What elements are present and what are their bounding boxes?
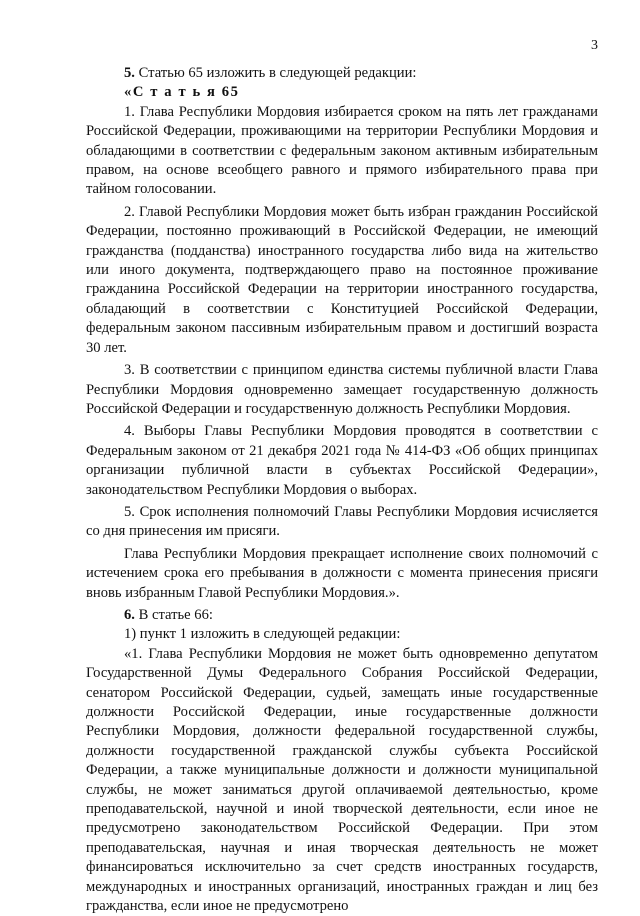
- article-65-title: «С т а т ь я 65: [124, 84, 240, 101]
- section-6-intro: В статье 66:: [134, 606, 213, 623]
- article-66-paragraph-1: «1. Глава Республики Мордовия не может быть одновременно депутатом Государственной Думы Федерального Собрания Российской Федерации, сенатором Российской Федерации, судьей, замещать иные государственные должности Российской Федерации, иные государственные должности Республики Мордовия, должности федеральной государственной службы, должности государственной гражданской службы субъекта Российской Федерации, а также муниципальные должности и должности муниципальной службы, не может заниматься другой оплачиваемой деятельностью, кроме преподавательской, научной и иной творческой деятельности, если иное не предусмотрено законодательством Российской Федерации. При этом преподавательская, научная и иная творческая деятельность не может финансироваться исключительно за счет средств иностранных государств, международных и иностранных организаций, иностранных граждан и лиц без гражданства, если иное не предусмотрено: [86, 645, 598, 915]
- article-65-paragraph-3: 3. В соответствии с принципом единства системы публичной власти Глава Республики Мордовия одновременно замещает государственную должность Российской Федерации и государственную должность Республики Мордовия.: [86, 362, 598, 417]
- section-6-heading: [86, 606, 598, 625]
- article-65-paragraph-4: 4. Выборы Главы Республики Мордовия проводятся в соответствии с Федеральным законом от 21 декабря 2021 года № 414-ФЗ «Об общих принципах организации публичной власти в субъектах Российской Федерации», законодательством Республики Мордовия о выборах.: [86, 423, 598, 498]
- page-number: 3: [591, 38, 598, 53]
- section-6-subitem-1: 1) пункт 1 изложить в следующей редакции:: [124, 626, 401, 643]
- article-65-paragraph-6: Глава Республики Мордовия прекращает исполнение своих полномочий с истечением срока его пребывания в должности с момента принесения присяги вновь избранным Главой Республики Мордовия.».: [86, 545, 598, 601]
- section-5-number: 5.: [124, 65, 135, 81]
- article-65-paragraph-5: 5. Срок исполнения полномочий Главы Республики Мордовия исчисляется со дня принесения им присяги.: [86, 503, 598, 540]
- section-5-intro: Статью 65 изложить в следующей редакции:: [134, 65, 417, 81]
- article-65-paragraph-2: 2. Главой Республики Мордовия может быть избран гражданин Российской Федерации, постоянно проживающий в Российской Федерации, не имеющий гражданства (подданства) иностранного государства либо вида на жительство или иного документа, подтверждающего право на постоянное проживание гражданина Российской Федерации на территории иностранного государства, обладающий в соответствии с Конституцией Российской Федерации, федеральным законом пассивным избирательным правом и достигший возраста 30 лет.: [86, 203, 598, 356]
- document-body: [86, 64, 598, 916]
- section-6-number: 6.: [124, 606, 135, 623]
- article-65-paragraph-1: 1. Глава Республики Мордовия избирается сроком на пять лет гражданами Российской Федерации, проживающими на территории Республики Мордовия и обладающими в соответствии с федеральным законом активным избирательным правом, на основе всеобщего равного и прямого избирательного права при тайном голосовании.: [86, 103, 598, 198]
- section-5-heading: [86, 64, 598, 83]
